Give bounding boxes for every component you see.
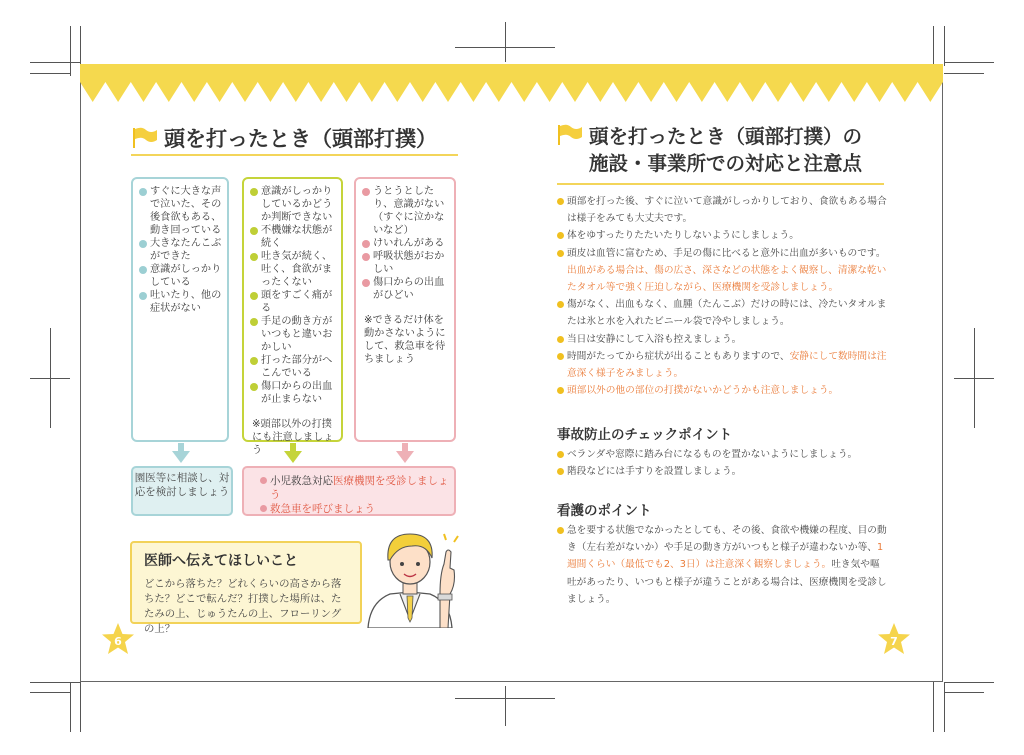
title-underline [557, 183, 884, 185]
symptom-item: 傷口からの出血がひどい [362, 276, 449, 302]
page-number: 7 [890, 635, 898, 648]
arrow-down-icon [396, 443, 414, 463]
list-item: 時間がたってから症状が出ることもありますので、安静にして数時間は注意深く様子をみましょう。 [557, 348, 887, 382]
column-note: ※頭部以外の打撲にも注意しましょう [252, 419, 334, 456]
doctor-info-title: 医師へ伝えてほしいこと [144, 553, 298, 569]
outcome-hospital-box [242, 466, 456, 516]
section-heading-nursing: 看護のポイント [557, 503, 652, 519]
symptom-item: 吐き気が続く、吐く、食欲がまったくない [250, 250, 336, 289]
doctor-info-box [130, 541, 362, 635]
response-list [557, 193, 887, 399]
doctor-info-text: どこから落ちた？どれくらいの高さから落ちた？どこで転んだ？打撲した場所は、たたみの上、じゅうたんの上、フローリングの上？ [144, 578, 342, 635]
outcome-ambulance-line: 救急車を呼びましょう [260, 502, 454, 516]
right-page-title: 頭を打ったとき（頭部打撲）の 施設・事業所での対応と注意点 [557, 123, 862, 177]
list-item: 当日は安静にして入浴も控えましょう。 [557, 331, 887, 348]
left-page-title: 頭を打ったとき（頭部打撲） [132, 123, 437, 153]
list-item: 頭皮は血管に富むため、手足の傷に比べると意外に出血が多いものです。出血がある場合は、傷の広さ、深さなどの状態をよく観察し、清潔な乾いたタオル等で強く圧迫しながら、医療機関を受診しましょう。 [557, 245, 887, 297]
outcome-consult-box: 園医等に相談し、対応を検討しましょう [131, 466, 233, 516]
flag-icon [132, 127, 158, 149]
zigzag-banner [80, 64, 943, 108]
symptom-item: 手足の動き方がいつもと違いおかしい [250, 315, 336, 354]
outcome-hospital-line: 小児救急対応医療機関を受診しましょう [260, 474, 454, 502]
arrow-down-icon [284, 443, 302, 463]
list-item: 頭部以外の他の部位の打撲がないかどうかも注意しましょう。 [557, 382, 887, 399]
list-item: 階段などには手すりを設置しましょう。 [557, 463, 887, 480]
symptom-item: 意識がしっかりしているかどうか判断できない [250, 185, 336, 224]
symptom-item: 傷口からの出血が止まらない [250, 380, 336, 406]
symptom-item: 吐いたり、他の症状がない [139, 289, 222, 315]
title-underline [131, 154, 458, 156]
symptom-item: 大きなたんこぶができた [139, 237, 222, 263]
symptom-item: うとうとしたり、意識がない（すぐに泣かないなど） [362, 185, 449, 237]
list-item: 体をゆすったりたたいたりしないようにしましょう。 [557, 227, 887, 244]
list-item: 傷がなく、出血もなく、血腫（たんこぶ）だけの時には、冷たいタオルまたは氷と水を入れたビニール袋で冷やしましょう。 [557, 296, 887, 330]
list-item: 頭部を打った後、すぐに泣いて意識がしっかりしており、食欲もある場合は様子をみても大丈夫です。 [557, 193, 887, 227]
symptom-item: 打った部分がへこんでいる [250, 354, 336, 380]
page-number: 6 [114, 635, 122, 648]
list-item: 急を要する状態でなかったとしても、その後、食欲や機嫌の程度、目の動き（左右差がないか）や手足の動き方がいつもと様子が違わないか等、1週間くらい（最低でも2、3日）は注意深く観察しましょう。吐き気や嘔吐があったり、いつもと様子が違うことがある場合は、医療機関を受診しましょう。 [557, 522, 887, 608]
symptom-item: 頭をすごく痛がる [250, 289, 336, 315]
symptom-column-moderate [242, 177, 343, 456]
symptom-column-mild [131, 177, 229, 442]
column-note: ※できるだけ体を動かさないようにして、救急車を待ちましょう [364, 315, 446, 365]
nursing-list [557, 522, 887, 608]
symptom-item: けいれんがある [362, 237, 449, 250]
flag-icon [557, 124, 583, 146]
prevention-list [557, 446, 887, 480]
symptom-column-severe [354, 177, 456, 442]
symptom-item: 呼吸状態がおかしい [362, 250, 449, 276]
section-heading-prevention: 事故防止のチェックポイント [557, 427, 733, 443]
doctor-illustration [360, 524, 460, 628]
symptom-item: 意識がしっかりしている [139, 263, 222, 289]
list-item: ベランダや窓際に踏み台になるものを置かないようにしましょう。 [557, 446, 887, 463]
arrow-down-icon [172, 443, 190, 463]
symptom-item: すぐに大きな声で泣いた、その後食欲もある、動き回っている [139, 185, 222, 237]
symptom-item: 不機嫌な状態が続く [250, 224, 336, 250]
